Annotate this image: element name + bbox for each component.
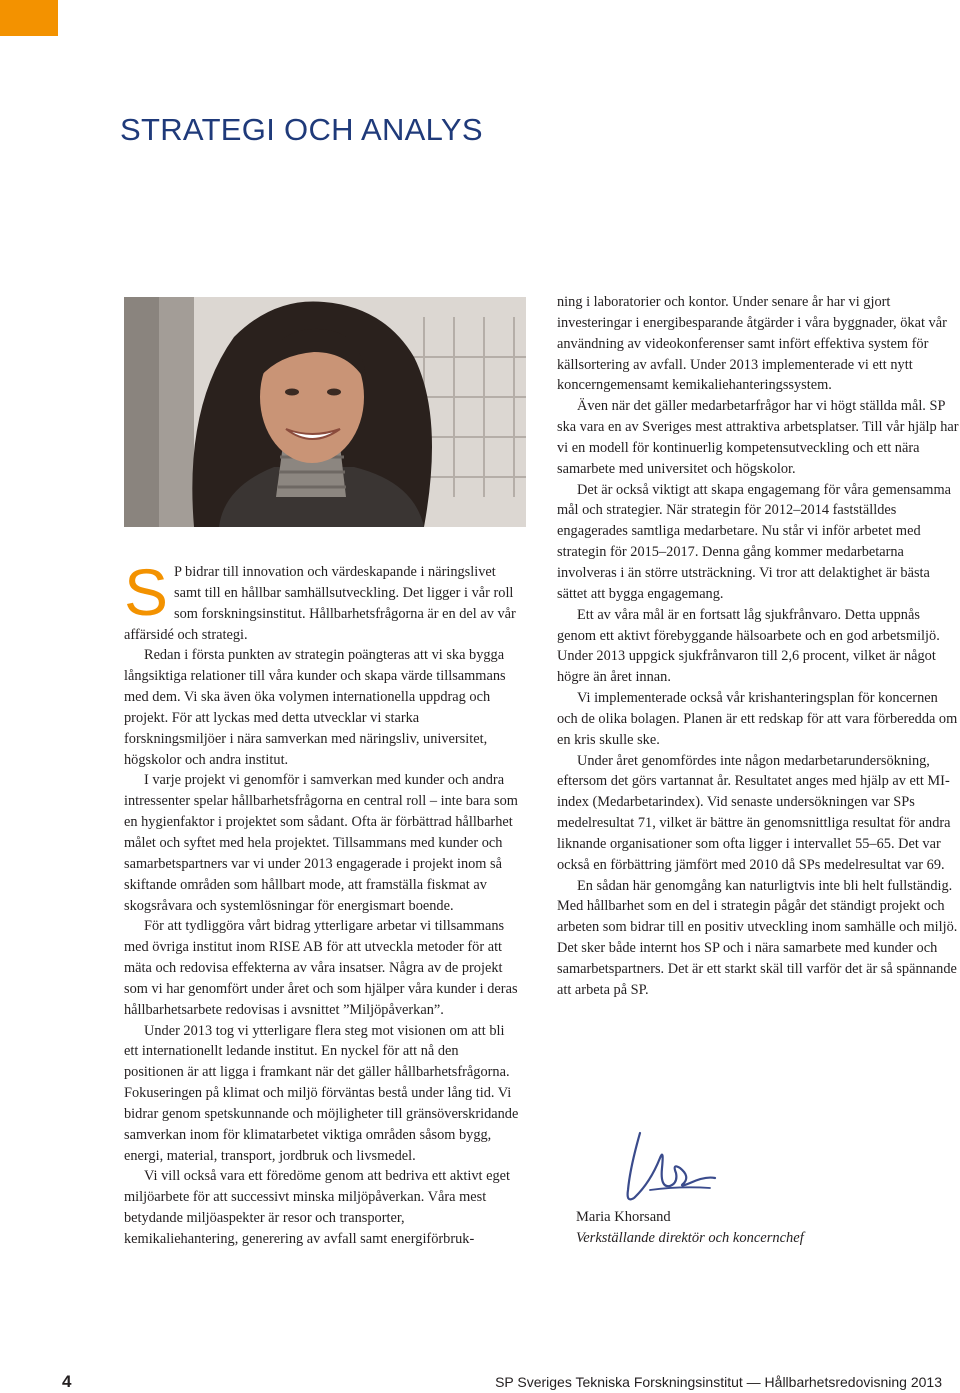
dropcap-letter: S	[124, 555, 169, 629]
intro-text: P bidrar till innovation och värdeskapande i näringslivet samt till en hållbar samhällsutveckling. Det ligger i vår roll som forskningsinstitut. Hållbarhetsfrågorna är en del av vår affärsidé och strategi.	[124, 564, 516, 643]
intro-paragraph	[124, 555, 519, 645]
portrait-illustration	[124, 297, 526, 527]
body-paragraph: ning i laboratorier och kontor. Under senare år har vi gjort investeringar i energibesparande åtgärder i våra byggnader, ökat vår användning av videokonferenser samt infört effektiva system för källsortering av avfall. Under 2013 implementerade vi ett nytt koncerngemensamt kemikaliehanteringssystem.	[557, 294, 947, 394]
signer-title: Verkställande direktör och koncernchef	[576, 1230, 804, 1246]
body-paragraph: Vi implementerade också vår krishanteringsplan för koncernen och de olika bolagen. Planen är ett redskap för att vara förberedda om en kris skulle ske.	[557, 690, 958, 748]
body-paragraph: Ett av våra mål är en fortsatt låg sjukfrånvaro. Detta uppnås genom ett aktivt förebyggande hälsoarbete och en god arbetsmiljö. Under 2013 uppgick sjukfrånvaron till 2,6 procent, vilket är något högre än året innan.	[557, 606, 940, 686]
page-title: STRATEGI OCH ANALYS	[120, 112, 483, 147]
left-column	[124, 555, 519, 1250]
signer-name: Maria Khorsand	[576, 1209, 671, 1225]
page-number: 4	[62, 1372, 72, 1391]
right-column	[557, 292, 960, 1001]
signer-block	[576, 1207, 804, 1249]
body-paragraph: Under året genomfördes inte någon medarbetarundersökning, eftersom det görs vartannat år. Resultatet anges med hjälp av ett MI-index (Medarbetarindex). Vid senaste undersökningen var SPs medelresultat 71, vilket är bättre än genomsnittliga resultat för andra liknande organisationer som ofta ligger i intervallet 55–65. Det var också en förbättring jämfört med 2010 då SPs medelresultat var 69.	[557, 752, 951, 873]
body-paragraph: Vi vill också vara ett föredöme genom att bedriva ett aktivt eget miljöarbete för att successivt minska miljöpåverkan. Våra mest betydande miljöaspekter är resor och transporter, kemikaliehantering, generering av avfall samt energiförbruk-	[124, 1168, 510, 1247]
body-paragraph: Även när det gäller medarbetarfrågor har vi högt ställda mål. SP ska vara en av Sveriges mest attraktiva arbetsplatser. Till vår hjälp har vi en modell för kontinuerlig kompetensutveckling och ett nära samarbete med universitet och högskolor.	[557, 398, 959, 477]
body-paragraph: Redan i första punkten av strategin poängteras att vi ska bygga långsiktiga relationer till våra kunder och skapa värde tillsammans med dem. Vi ska även öka volymen internationella uppdrag och projekt. För att lyckas med detta utvecklar vi starka forskningsmiljöer i nära samverkan med näringsliv, universitet, högskolor och andra institut.	[124, 647, 506, 768]
body-paragraph: Under 2013 tog vi ytterligare flera steg mot visionen om att bli ett internationellt ledande institut. En nyckel för att nå den positionen är att ligga i framkant när det gäller hållbarhetsfrågorna. Fokuseringen på klimat och miljö förväntas bestå under lång tid. Vi bidrar genom spetskunnande och möjligheter till gränsöverskridande samverkan inom för klimatarbetet viktiga områden såsom bygg, energi, material, transport, jordbruk och livsmedel.	[124, 1022, 519, 1164]
body-paragraph: En sådan här genomgång kan naturligtvis inte bli helt fullständig. Med hållbarhet som en del i strategin pågår det ständigt projekt och arbeten som bidrar till en positiv utveckling inom samhälle och miljö. Det sker både internt hos SP och i nära samarbete med kunder och samarbetspartners. Det är ett starkt skäl till varför det är så spännande att arbeta på SP.	[557, 877, 958, 998]
body-paragraph: I varje projekt vi genomför i samverkan med kunder och andra intressenter spelar hållbarhetsfrågorna en central roll – inte bara som en hygienfaktor i projektet som sådant. Ofta är förbättrad hållbarhet målet och syftet med hela projektet. Tillsammans med kunder och samarbetspartners var vi under 2013 engagerade i projekt inom så skiftande områden som hållbart mode, att framställa fiskmat av skogsråvara och systemlösningar för energismart boende.	[124, 772, 518, 914]
body-paragraph: Det är också viktigt att skapa engagemang för våra gemensamma mål och strategier. När strategin för 2012–2014 fastställdes engagerades samtliga medarbetare. Nu står vi inför arbetet med strategin för 2015–2017. Denna gång kommer medarbetarna involveras i än större utsträckning. Vi tror att delaktighet är bästa sättet att bygga engagemang.	[557, 481, 951, 602]
signature-image	[620, 1128, 730, 1208]
portrait-photo	[124, 297, 526, 527]
running-footer: SP Sveriges Tekniska Forskningsinstitut — Hållbarhetsredovisning 2013	[495, 1374, 942, 1390]
orange-tab-marker	[0, 0, 58, 36]
body-paragraph: För att tydliggöra vårt bidrag ytterligare arbetar vi tillsammans med övriga institut inom RISE AB för att utveckla metoder för att mäta och redovisa effekterna av våra insatser. Några av de projekt som vi har genomfört under året och som hjälper våra kunder i deras hållbarhetsarbete redovisas i avsnittet ”Miljöpåverkan”.	[124, 918, 518, 1018]
